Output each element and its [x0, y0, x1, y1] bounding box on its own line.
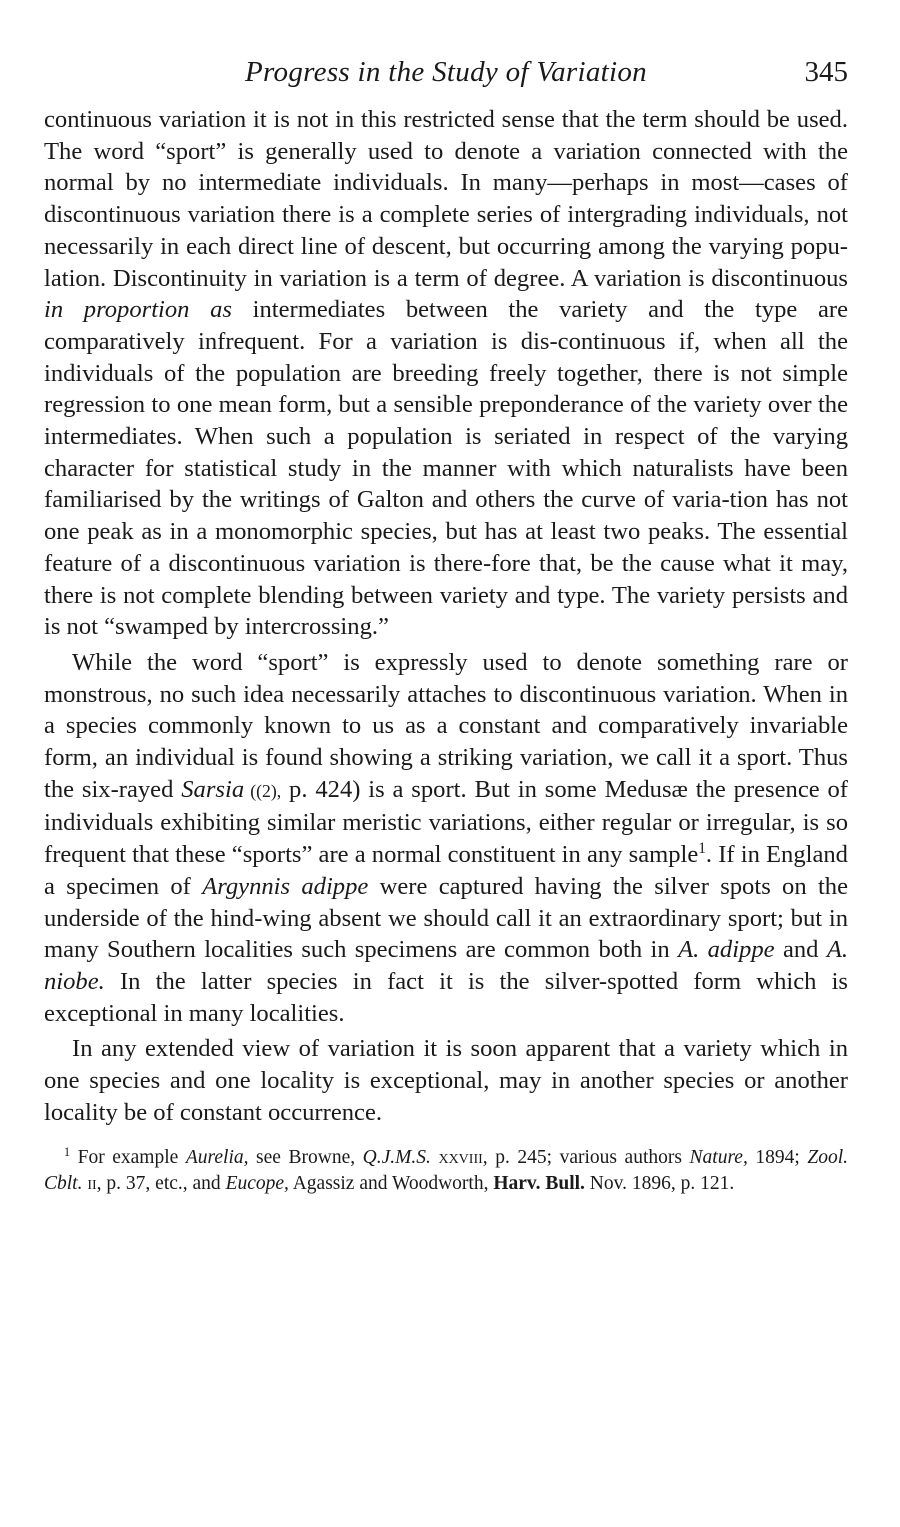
paragraph-2 — [44, 647, 848, 1029]
footnote-italic-aurelia: Aurelia, — [185, 1146, 249, 1168]
paragraph-2-text-1: While the word “sport” is expressly used to denote something rare or monstrous, no such idea necessarily attaches to discontinuous variation. When in a species commonly known to us as a constant and comparatively invariable form, an individual is found showing a striking variation, we call it a sport. Thus the six-rayed — [44, 648, 848, 803]
paragraph-1-text: continuous variation it is not in this restricted sense that the term should be used. The word “sport” is generally used to denote a variation connected with the normal by no intermediate individuals. In many—perhaps in most—cases of discontinuous variation there is a complete series of intergrading individuals, not necessarily in each direct line of descent, but occurring among the varying popu-lation. Discontinuity in variation is a term of degree. A variation is discontinuous — [44, 106, 848, 292]
paragraph-2-text-3: . If in England a specimen of — [44, 841, 848, 900]
paragraph-2-italic-sarsia: Sarsia — [181, 775, 245, 803]
paragraph-3 — [44, 1033, 848, 1128]
page — [44, 56, 848, 1197]
footnote-volume-1: xxviii, — [430, 1146, 488, 1168]
footnote-text-5: p. 37, etc., and — [101, 1172, 226, 1194]
page-number: 345 — [804, 56, 848, 88]
footnote-text-3: p. 245; various authors — [487, 1146, 690, 1168]
paragraph-1-italic: in proportion as — [44, 296, 233, 324]
paragraph-2-reference: ((2), — [244, 780, 282, 801]
paragraph-3-text: In any extended view of variation it is soon apparent that a variety which in one species and one locality is exceptional, may in another species or another locality be of constant occurrence. — [44, 1035, 848, 1126]
footnote-italic-nature: Nature, — [689, 1146, 748, 1168]
paragraph-2-text-6: In the latter species in fact it is the silver-spotted form which is exceptional in many localities. — [44, 967, 848, 1027]
footnote-text-6: Agassiz and Woodworth, — [288, 1172, 494, 1194]
footnote-text-2: see Browne, — [248, 1146, 363, 1168]
paragraph-2-text-2: p. 424) is a sport. But in some Medusæ the presence of individuals exhibiting similar meristic variations, either regular or irregular, is so frequent that these “sports” are a normal constituent in any sample — [44, 775, 848, 869]
paragraph-1 — [44, 104, 848, 643]
paragraph-2-italic-adippe: A. adippe — [678, 936, 775, 964]
footnote-volume-2: ii, — [82, 1172, 102, 1194]
paragraph-2-text-4: were captured having the silver spots on the underside of the hind-wing absent we should call it an extraordinary sport; but in many Southern localities such specimens are common both in — [44, 872, 848, 964]
footnote-text-1: For example — [70, 1146, 186, 1168]
paragraph-2-text-5: and — [774, 936, 827, 964]
running-head — [44, 56, 848, 104]
footnote-marker: 1 — [698, 840, 706, 858]
running-title: Progress in the Study of Variation — [245, 56, 647, 88]
paragraph-2-italic-niobe: A. niobe. — [44, 936, 848, 995]
footnote-bold-harv: Harv. Bull. — [493, 1172, 585, 1194]
footnote-italic-qjms: Q.J.M.S. — [362, 1146, 431, 1168]
footnote-italic-eucope: Eucope, — [225, 1172, 289, 1194]
footnote-text-4: 1894; — [747, 1146, 808, 1168]
footnote-italic-zool: Zool. Cblt. — [44, 1146, 849, 1194]
footnote-number: 1 — [64, 1144, 71, 1159]
footnote-text-7: Nov. 1896, p. 121. — [584, 1172, 735, 1194]
paragraph-1-rest: intermediates between the variety and the type are comparatively infrequent. For a variation is dis-continuous if, when all the individuals of the population are breeding freely together, there is not simple regression to one mean form, but a sensible preponderance of the variety over the intermediates. When such a population is seriated in respect of the varying character for statistical study in the manner with which naturalists have been familiarised by the writings of Galton and others the curve of varia-tion has not one peak as in a monomorphic species, but has at least two peaks. The essential feature of a discontinuous variation is there-fore that, be the cause what it may, there is not complete blending between variety and type. The variety persists and is not “swamped by intercrossing.” — [44, 296, 848, 641]
footnote — [44, 1145, 848, 1197]
paragraph-2-italic-argynnis: Argynnis adippe — [202, 872, 369, 900]
